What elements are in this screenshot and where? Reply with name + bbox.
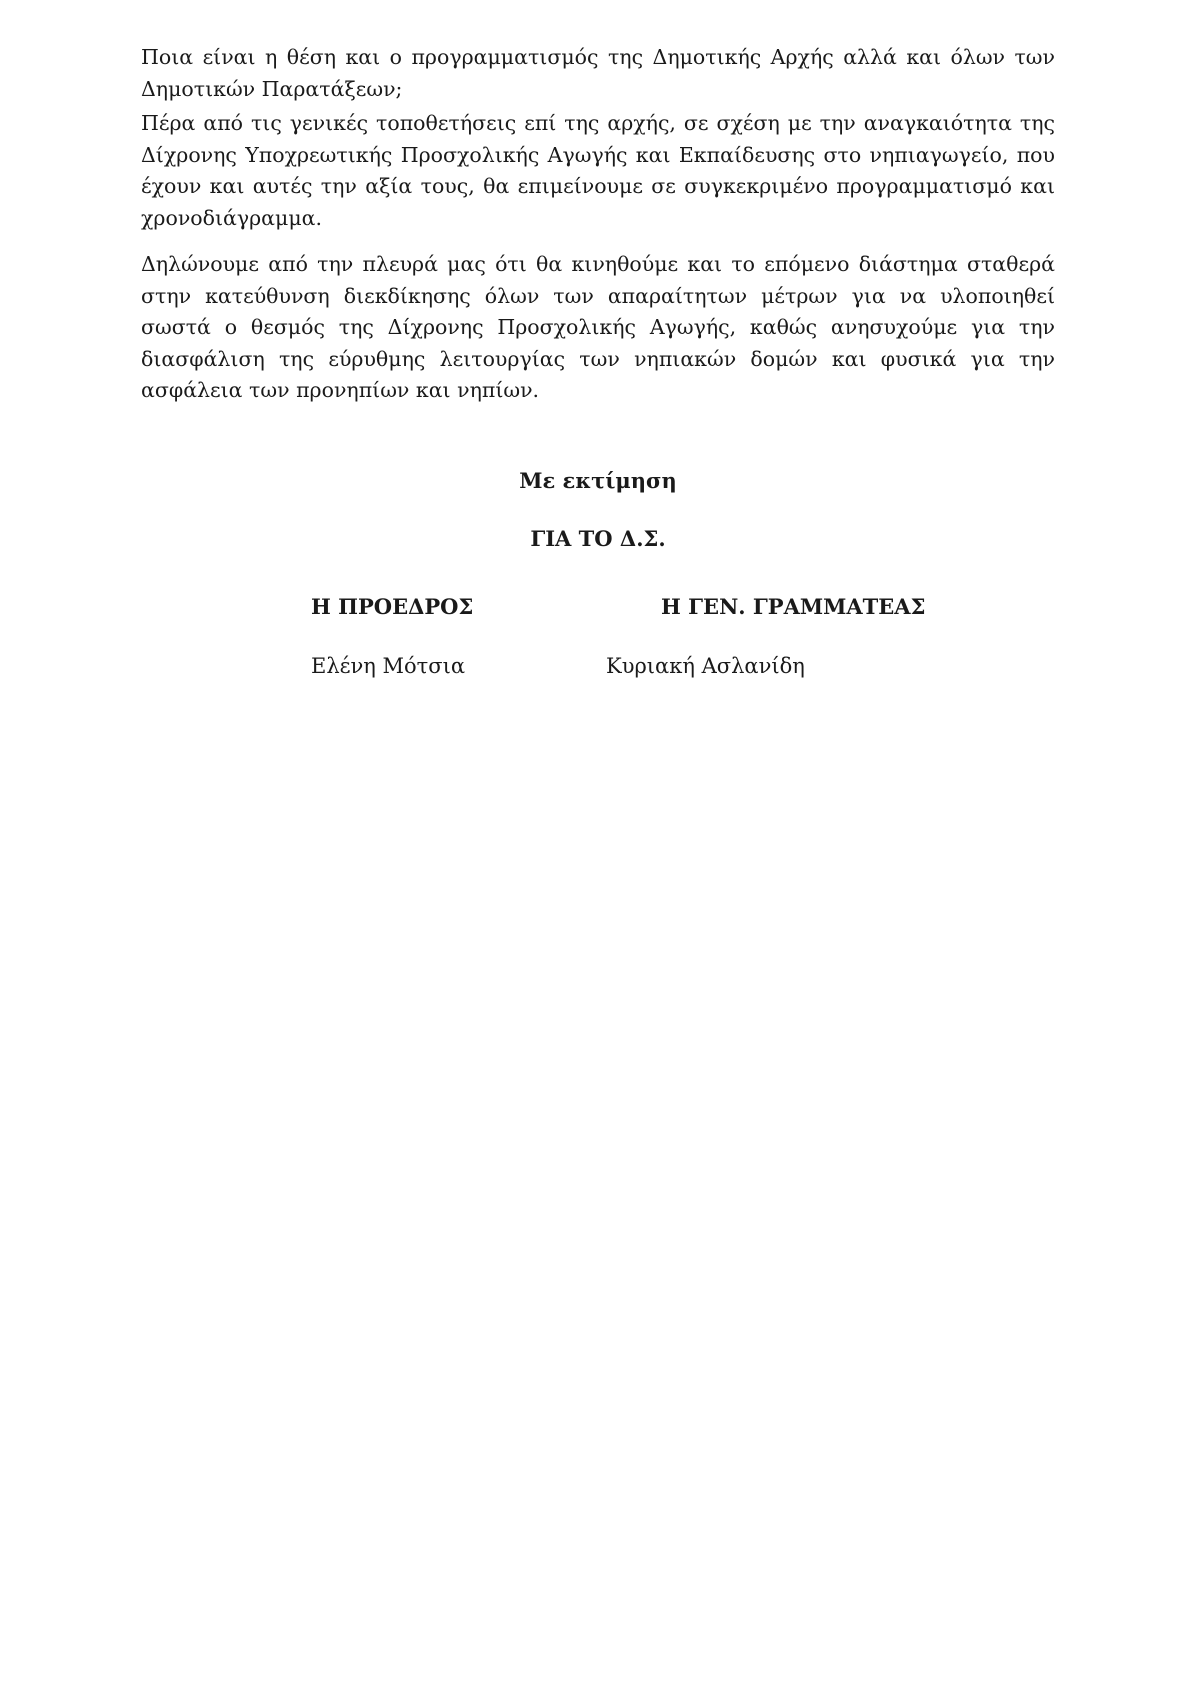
secretary-role: Η ΓΕΝ. ΓΡΑΜΜΑΤΕΑΣ: [661, 594, 926, 619]
president-name: Ελένη Μότσια: [311, 654, 466, 678]
paragraph-text: Πέρα από τις γενικές τοποθετήσεις επί της αρχής, σε σχέση με την αναγκαιότητα της Δίχρονης Υποχρεωτικής Προσχολικής Αγωγής και Εκπαίδευσης στο νηπιαγωγείο, που έχουν και αυτές την αξία τους, θα επιμείνουμε σε συγκεκριμένο προγραμματισμό και χρονοδιάγραμμα.: [141, 111, 1055, 230]
paragraph-text: Ποια είναι η θέση και ο προγραμματισμός της Δημοτικής Αρχής αλλά και όλων των Δημοτικών Παρατάξεων;: [141, 45, 1055, 101]
secretary-name: Κυριακή Ασλανίδη: [606, 654, 805, 678]
paragraph-text: Δηλώνουμε από την πλευρά μας ότι θα κινηθούμε και το επόμενο διάστημα σταθερά στην κατεύθυνση διεκδίκησης όλων των απαραίτητων μέτρων για να υλοποιηθεί σωστά ο θεσμός της Δίχρονης Προσχολικής Αγωγής, καθώς ανησυχούμε για την διασφάλιση της εύρυθμης λειτουργίας των νηπιακών δομών και φυσικά για την ασφάλεια των προνηπίων και νηπίων.: [141, 252, 1055, 402]
body-paragraph: [141, 108, 1055, 234]
signing-organization: ΓΙΑ ΤΟ Δ.Σ.: [530, 526, 666, 551]
body-paragraph: [141, 249, 1055, 407]
president-role: Η ΠΡΟΕΔΡΟΣ: [311, 594, 474, 619]
body-paragraph: [141, 42, 1055, 105]
closing-salutation: Με εκτίμηση: [519, 468, 677, 493]
